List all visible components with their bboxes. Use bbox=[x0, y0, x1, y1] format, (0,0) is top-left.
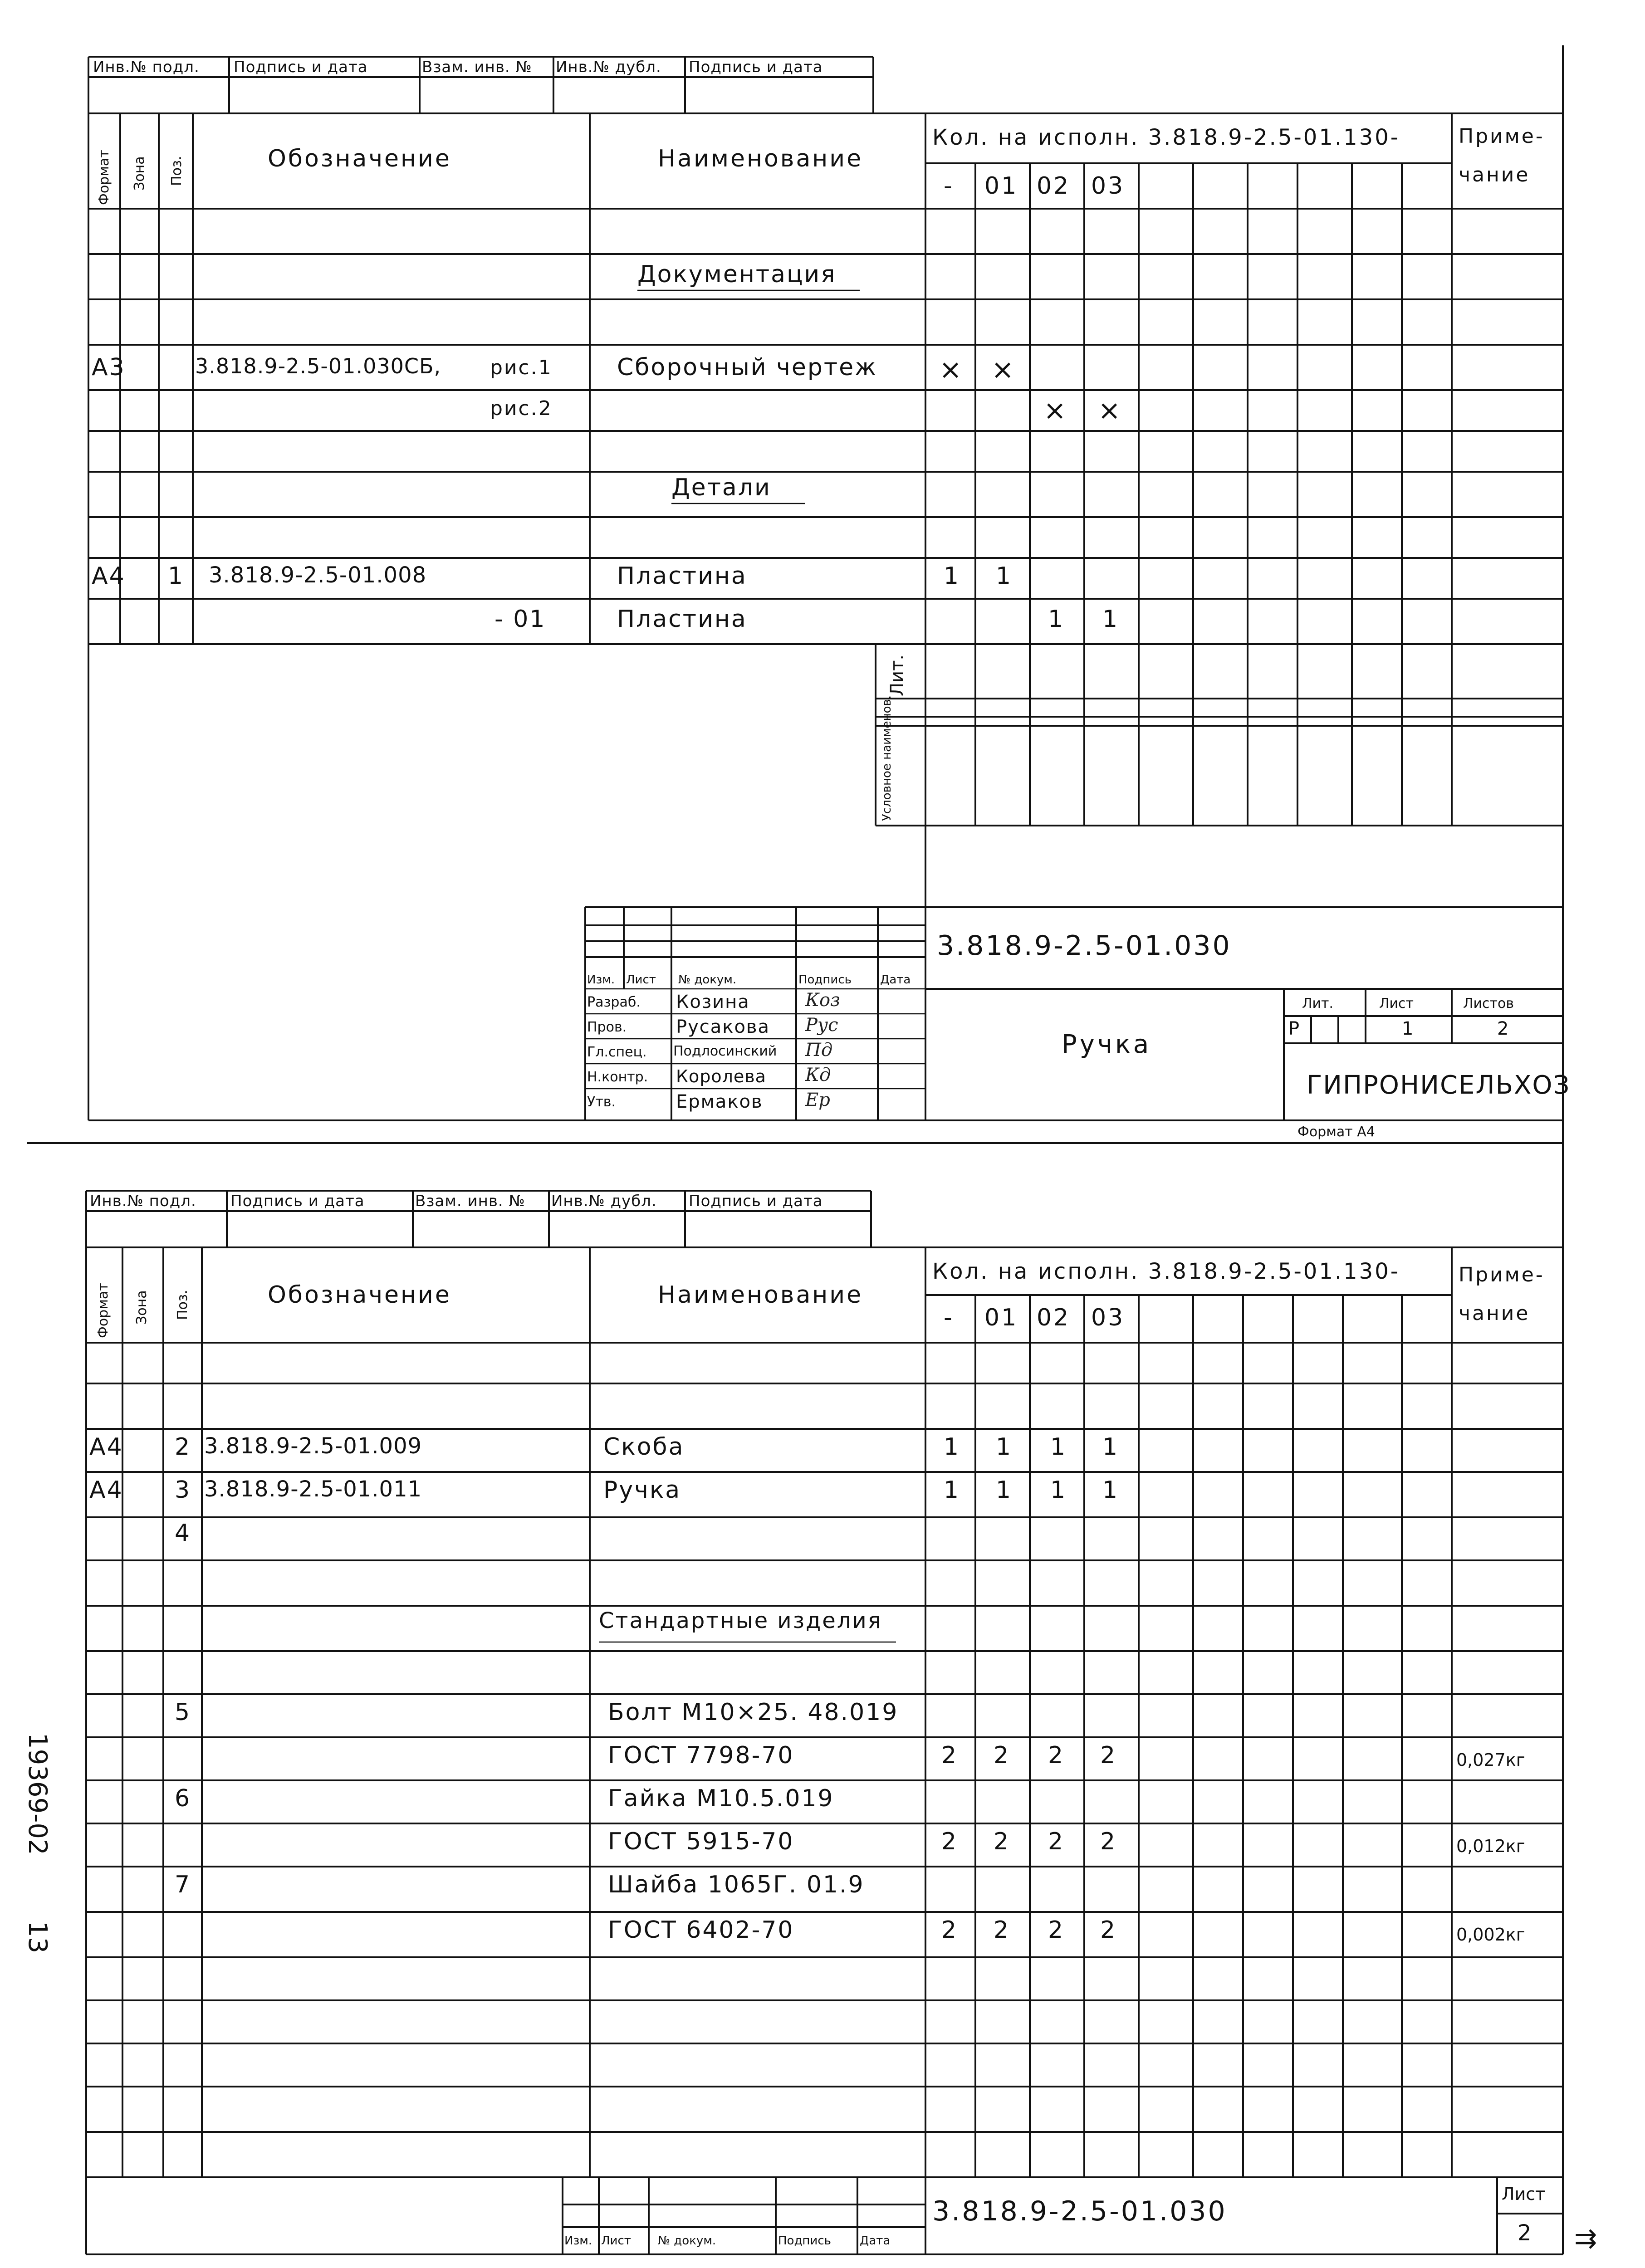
row-a3-mark-2: × bbox=[991, 354, 1016, 386]
s2-std-gost6402-k2: 2 bbox=[994, 1916, 1010, 1944]
s2-std-5-poz: 5 bbox=[175, 1699, 191, 1726]
tb1-sign-3: Кд bbox=[805, 1065, 831, 1085]
s2-col-primechanie-1: Приме- bbox=[1459, 1263, 1545, 1286]
tb1-col-list: Лист bbox=[626, 973, 656, 987]
s2-std-7-poz: 7 bbox=[175, 1871, 191, 1898]
col-kol-dash: - bbox=[944, 172, 954, 200]
tb1-role-4: Утв. bbox=[587, 1094, 616, 1110]
row-1b-k3: 1 bbox=[1048, 606, 1065, 633]
s2-std-gost6402-k4: 2 bbox=[1100, 1916, 1117, 1944]
row-a3-fig: рис.1 bbox=[490, 356, 553, 379]
s2-std-gost6402-k3: 2 bbox=[1048, 1916, 1065, 1944]
s2-row-3-k1: 1 bbox=[944, 1476, 960, 1504]
row-1-format: А4 bbox=[92, 562, 126, 590]
s2-row-2-poz: 2 bbox=[175, 1433, 191, 1461]
stamp-vzam-inv: Взам. инв. № bbox=[422, 58, 532, 76]
tb2-list-value: 2 bbox=[1518, 2220, 1532, 2246]
s2-std-gost7798-k1: 2 bbox=[941, 1742, 958, 1769]
tb1-col-izm: Изм. bbox=[587, 973, 615, 987]
s2-std-6-poz: 6 bbox=[175, 1785, 191, 1812]
s2-row-3-k2: 1 bbox=[996, 1476, 1013, 1504]
sheet1-format-label: Формат А4 bbox=[1297, 1124, 1375, 1140]
col-primechanie-2: чание bbox=[1459, 163, 1530, 186]
tb2-col-izm: Изм. bbox=[564, 2234, 592, 2248]
tb1-sign-0: Коз bbox=[805, 990, 840, 1011]
s2-row-2-name: Скоба bbox=[603, 1433, 685, 1461]
tb1-doc-number: 3.818.9-2.5-01.030 bbox=[937, 930, 1232, 962]
tb1-role-2: Гл.спец. bbox=[587, 1044, 647, 1060]
stamp2-podpis-data-2: Подпись и дата bbox=[689, 1192, 823, 1210]
col-oboznachenie-header: Обозначение bbox=[268, 145, 451, 172]
row-1-k2: 1 bbox=[996, 562, 1013, 590]
lit-label-vertical: Лит. bbox=[887, 654, 908, 696]
stamp2-podpis-data-1: Подпись и дата bbox=[230, 1192, 365, 1210]
tb1-name-0: Козина bbox=[676, 992, 750, 1012]
s2-col-kol-header: Кол. на исполн. 3.818.9-2.5-01.130- bbox=[932, 1259, 1400, 1284]
margin-page-number: 13 bbox=[23, 1921, 52, 1954]
tb1-role-1: Пров. bbox=[587, 1019, 627, 1035]
tb1-sign-1: Рус bbox=[805, 1015, 838, 1036]
s2-row-4-poz: 4 bbox=[175, 1520, 191, 1547]
s2-std-gost7798-k3: 2 bbox=[1048, 1742, 1065, 1769]
tb1-name-4: Ермаков bbox=[676, 1091, 763, 1112]
s2-col-kol-02: 02 bbox=[1037, 1304, 1071, 1331]
stamp2-vzam-inv: Взам. инв. № bbox=[415, 1192, 525, 1210]
s2-std-6-name: Гайка М10.5.019 bbox=[608, 1785, 834, 1812]
tb1-lit-head: Лит. bbox=[1302, 996, 1334, 1012]
s2-row-3-k3: 1 bbox=[1050, 1476, 1067, 1504]
stamp2-inv-podl: Инв.№ подл. bbox=[90, 1192, 196, 1210]
s2-std-gost5915-note: 0,012кг bbox=[1456, 1836, 1525, 1856]
s2-col-zona-header: Зона bbox=[134, 1290, 150, 1325]
binding-mark-icon: ⇉ bbox=[1574, 2223, 1597, 2254]
row-a3-format: А3 bbox=[92, 354, 126, 381]
tb1-listov-head: Листов bbox=[1463, 996, 1514, 1012]
tb1-listov-value: 2 bbox=[1497, 1018, 1509, 1039]
s2-col-format-header: Формат bbox=[95, 1283, 111, 1338]
stamp-podpis-data-1: Подпись и дата bbox=[234, 58, 368, 76]
tb1-list-value: 1 bbox=[1402, 1018, 1414, 1039]
tb1-name-1: Русакова bbox=[676, 1017, 770, 1037]
col-zona-header: Зона bbox=[132, 156, 147, 191]
margin-archive-number: 19369-02 bbox=[23, 1733, 52, 1855]
col-primechanie-1: Приме- bbox=[1459, 125, 1545, 148]
tb2-list-head: Лист bbox=[1502, 2184, 1546, 2204]
s2-row-3-poz: 3 bbox=[175, 1476, 191, 1504]
tb1-col-podpis: Подпись bbox=[798, 973, 852, 987]
s2-row-3-name: Ручка bbox=[603, 1476, 681, 1504]
uslovnoe-label-vertical: Условное наименов. bbox=[880, 695, 894, 821]
s2-row-3-format: А4 bbox=[89, 1476, 123, 1504]
row-1-name: Пластина bbox=[617, 562, 747, 590]
s2-std-gost5915-k2: 2 bbox=[994, 1828, 1010, 1855]
stamp-podpis-data-2: Подпись и дата bbox=[689, 58, 823, 76]
tb2-col-ndokum: № докум. bbox=[658, 2234, 716, 2248]
tb2-doc-number: 3.818.9-2.5-01.030 bbox=[932, 2195, 1227, 2227]
s2-col-primechanie-2: чание bbox=[1459, 1302, 1530, 1325]
tb1-name-3: Королева bbox=[676, 1066, 766, 1086]
tb1-sign-2: Пд bbox=[805, 1040, 833, 1061]
row-a3-designation: 3.818.9-2.5-01.030СБ, bbox=[195, 354, 441, 378]
col-naimenovanie-header: Наименование bbox=[658, 145, 863, 172]
tb1-name-2: Подлосинский bbox=[673, 1043, 777, 1059]
col-poz-header: Поз. bbox=[169, 156, 185, 186]
tb1-sign-4: Ер bbox=[805, 1090, 830, 1110]
s2-std-gost7798-k4: 2 bbox=[1100, 1742, 1117, 1769]
section-documentation: Документация bbox=[637, 261, 837, 288]
tb2-col-podpis: Подпись bbox=[778, 2234, 831, 2248]
stamp-inv-dubl: Инв.№ дубл. bbox=[556, 58, 661, 76]
s2-col-kol-01: 01 bbox=[984, 1304, 1018, 1331]
s2-row-2-k3: 1 bbox=[1050, 1433, 1067, 1461]
s2-std-7-name: Шайба 1065Г. 01.9 bbox=[608, 1871, 865, 1898]
s2-col-kol-dash: - bbox=[944, 1304, 954, 1331]
row-fig2-fig: рис.2 bbox=[490, 397, 553, 420]
s2-std-gost7798-k2: 2 bbox=[994, 1742, 1010, 1769]
col-kol-01: 01 bbox=[984, 172, 1018, 200]
row-1b-designation: - 01 bbox=[494, 606, 546, 633]
s2-row-2-format: А4 bbox=[89, 1433, 123, 1461]
tb1-product-name: Ручка bbox=[1062, 1030, 1152, 1059]
s2-std-gost5915-k3: 2 bbox=[1048, 1828, 1065, 1855]
tb1-list-head: Лист bbox=[1379, 996, 1414, 1012]
s2-col-kol-03: 03 bbox=[1091, 1304, 1125, 1331]
row-1b-name: Пластина bbox=[617, 606, 747, 633]
tb1-organization: ГИПРОНИСЕЛЬХОЗ bbox=[1307, 1070, 1571, 1100]
s2-col-oboznachenie-header: Обозначение bbox=[268, 1281, 451, 1309]
s2-row-2-designation: 3.818.9-2.5-01.009 bbox=[204, 1433, 422, 1459]
tb1-col-data: Дата bbox=[880, 973, 911, 987]
tb1-col-ndokum: № докум. bbox=[678, 973, 737, 987]
s2-std-gost5915-name: ГОСТ 5915-70 bbox=[608, 1828, 794, 1855]
s2-std-5-name: Болт М10×25. 48.019 bbox=[608, 1699, 899, 1726]
tb2-col-data: Дата bbox=[860, 2234, 891, 2248]
s2-std-gost7798-name: ГОСТ 7798-70 bbox=[608, 1742, 794, 1769]
row-a3-name: Сборочный чертеж bbox=[617, 354, 877, 381]
row-1-designation: 3.818.9-2.5-01.008 bbox=[209, 562, 427, 588]
col-kol-header: Кол. на исполн. 3.818.9-2.5-01.130- bbox=[932, 125, 1400, 150]
s2-std-gost5915-k1: 2 bbox=[941, 1828, 958, 1855]
section-standard-items: Стандартные изделия bbox=[599, 1608, 882, 1633]
col-kol-03: 03 bbox=[1091, 172, 1125, 200]
row-fig2-mark-4: × bbox=[1098, 395, 1122, 426]
stamp-inv-podl: Инв.№ подл. bbox=[93, 58, 200, 76]
tb1-role-0: Разраб. bbox=[587, 994, 641, 1010]
row-fig2-mark-3: × bbox=[1043, 395, 1068, 426]
s2-row-2-k4: 1 bbox=[1102, 1433, 1119, 1461]
tb1-role-3: Н.контр. bbox=[587, 1069, 648, 1085]
row-a3-mark-1: × bbox=[939, 354, 964, 386]
s2-row-2-k1: 1 bbox=[944, 1433, 960, 1461]
col-kol-02: 02 bbox=[1037, 172, 1071, 200]
s2-col-poz-header: Поз. bbox=[175, 1290, 191, 1320]
section-parts: Детали bbox=[671, 474, 771, 501]
s2-std-gost5915-k4: 2 bbox=[1100, 1828, 1117, 1855]
stamp2-inv-dubl: Инв.№ дубл. bbox=[551, 1192, 657, 1210]
col-format-header: Формат bbox=[96, 150, 112, 205]
row-1-k1: 1 bbox=[944, 562, 960, 590]
tb2-col-list: Лист bbox=[601, 2234, 631, 2248]
s2-std-gost7798-note: 0,027кг bbox=[1456, 1750, 1525, 1770]
s2-std-gost6402-k1: 2 bbox=[941, 1916, 958, 1944]
tb1-lit-value: Р bbox=[1288, 1018, 1300, 1039]
row-1-poz: 1 bbox=[168, 562, 185, 590]
s2-row-2-k2: 1 bbox=[996, 1433, 1013, 1461]
row-1b-k4: 1 bbox=[1102, 606, 1119, 633]
s2-row-3-k4: 1 bbox=[1102, 1476, 1119, 1504]
s2-row-3-designation: 3.818.9-2.5-01.011 bbox=[204, 1476, 422, 1502]
s2-col-naimenovanie-header: Наименование bbox=[658, 1281, 863, 1309]
s2-std-gost6402-name: ГОСТ 6402-70 bbox=[608, 1916, 794, 1944]
s2-std-gost6402-note: 0,002кг bbox=[1456, 1925, 1525, 1945]
